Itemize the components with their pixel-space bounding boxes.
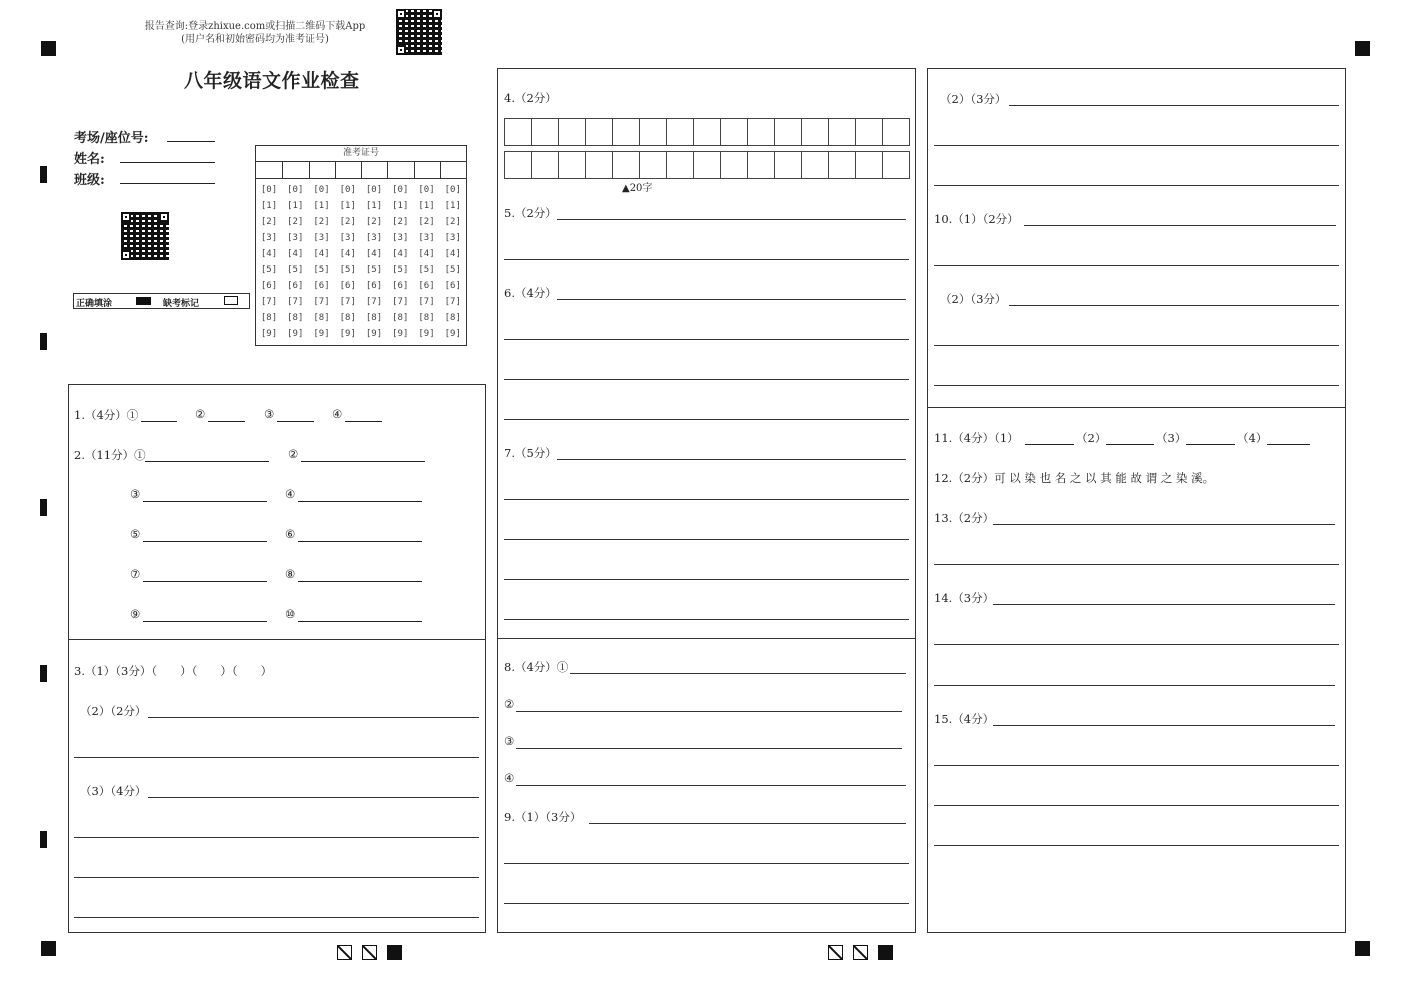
q4-word-count: ▲20字 bbox=[622, 183, 653, 194]
exam-id-bubble[interactable]: [3] bbox=[444, 233, 461, 243]
q4-grid-cell[interactable] bbox=[855, 118, 883, 146]
exam-id-bubble[interactable]: [9] bbox=[418, 329, 435, 339]
q1-answer-4[interactable] bbox=[345, 421, 382, 422]
exam-id-bubble[interactable]: [6] bbox=[339, 281, 356, 291]
answer-line[interactable] bbox=[557, 459, 906, 460]
exam-id-bubble[interactable]: [1] bbox=[365, 201, 383, 211]
exam-id-bubble[interactable]: [7] bbox=[444, 297, 461, 307]
q4-grid-cell[interactable] bbox=[801, 151, 829, 179]
class-label: 班级: bbox=[74, 173, 105, 188]
answer-line[interactable] bbox=[1024, 225, 1336, 226]
side-mark bbox=[40, 831, 47, 848]
exam-id-bubble[interactable]: [5] bbox=[260, 265, 278, 275]
q11-answer-2[interactable] bbox=[1106, 444, 1154, 445]
answer-line[interactable] bbox=[934, 805, 1339, 806]
q4-grid-cell[interactable] bbox=[585, 151, 613, 179]
corner-mark-bottom-right bbox=[1355, 941, 1370, 956]
q4-grid-cell[interactable] bbox=[504, 118, 532, 146]
exam-id-bubble[interactable]: [3] bbox=[339, 233, 356, 243]
answer-line[interactable] bbox=[557, 219, 906, 220]
exam-id-bubble[interactable]: [9] bbox=[365, 329, 383, 339]
exam-id-bubble[interactable]: [7] bbox=[392, 297, 409, 307]
q3-3-label: （3）（4分） bbox=[80, 784, 147, 798]
q4-grid-cell[interactable] bbox=[639, 151, 667, 179]
q9-1-label: 9.（1）（3分） bbox=[504, 810, 582, 824]
q2-answer-8[interactable] bbox=[298, 581, 422, 582]
q1-label-3: ③ bbox=[264, 407, 275, 421]
answer-line[interactable] bbox=[504, 619, 909, 620]
corner-mark-top-left bbox=[41, 41, 56, 56]
exam-id-bubble[interactable]: [1] bbox=[287, 201, 304, 211]
q4-grid-cell[interactable] bbox=[747, 118, 775, 146]
q2-answer-4[interactable] bbox=[298, 501, 422, 502]
seat-field[interactable] bbox=[167, 141, 215, 142]
page-title: 八年级语文作业检查 bbox=[184, 70, 360, 92]
exam-id-bubble[interactable]: [5] bbox=[287, 265, 304, 275]
q4-grid-cell[interactable] bbox=[666, 118, 694, 146]
exam-id-bubble[interactable]: [6] bbox=[260, 281, 278, 291]
side-mark bbox=[40, 499, 47, 516]
report-note-line2: (用户名和初始密码均为准考证号) bbox=[181, 34, 329, 45]
exam-id-bubble[interactable]: [1] bbox=[339, 201, 356, 211]
q4-grid-cell[interactable] bbox=[666, 151, 694, 179]
exam-id-bubble[interactable]: [8] bbox=[287, 313, 304, 323]
exam-id-bubble[interactable]: [8] bbox=[260, 313, 278, 323]
exam-id-bubble[interactable]: [5] bbox=[392, 265, 409, 275]
q3-2-label: （2）（2分） bbox=[80, 704, 147, 718]
q4-grid-cell[interactable] bbox=[882, 151, 910, 179]
exam-id-bubble[interactable]: [8] bbox=[339, 313, 356, 323]
exam-id-bubble[interactable]: [9] bbox=[287, 329, 304, 339]
answer-line[interactable] bbox=[504, 539, 909, 540]
exam-id-bubble[interactable]: [2] bbox=[392, 217, 409, 227]
exam-id-bubble[interactable]: [5] bbox=[418, 265, 435, 275]
exam-id-bubble[interactable]: [6] bbox=[392, 281, 409, 291]
exam-id-column-divider bbox=[414, 161, 415, 178]
page-marker-slash bbox=[362, 945, 377, 960]
q2-item-label: ⑨ bbox=[130, 607, 141, 621]
q4-grid-cell[interactable] bbox=[828, 118, 856, 146]
exam-id-bubble[interactable]: [6] bbox=[313, 281, 330, 291]
q4-grid-cell[interactable] bbox=[612, 151, 640, 179]
q4-grid-cell[interactable] bbox=[828, 151, 856, 179]
report-note-line1: 报告查询:登录zhixue.com或扫描二维码下载App bbox=[144, 21, 366, 32]
q11-answer-1[interactable] bbox=[1025, 444, 1074, 445]
exam-id-bubble[interactable]: [0] bbox=[365, 185, 383, 195]
corner-mark-top-right bbox=[1355, 41, 1370, 56]
q10-1-label: 10.（1）（2分） bbox=[934, 212, 1019, 226]
answer-line[interactable] bbox=[993, 604, 1335, 605]
exam-id-title: 准考证号 bbox=[256, 146, 466, 162]
answer-line[interactable] bbox=[934, 385, 1339, 386]
answer-line[interactable] bbox=[934, 765, 1339, 766]
answer-line[interactable] bbox=[74, 917, 479, 918]
q5-label: 5.（2分） bbox=[504, 206, 557, 220]
exam-id-bubble[interactable]: [4] bbox=[287, 249, 304, 259]
q4-grid-cell[interactable] bbox=[774, 118, 802, 146]
q4-grid-cell[interactable] bbox=[693, 151, 721, 179]
exam-id-bubble[interactable]: [0] bbox=[339, 185, 356, 195]
q6-label: 6.（4分） bbox=[504, 286, 557, 300]
exam-id-bubble[interactable]: [3] bbox=[365, 233, 383, 243]
q2-answer-3[interactable] bbox=[143, 501, 267, 502]
answer-line[interactable] bbox=[504, 579, 909, 580]
q2-item-label: ⑧ bbox=[285, 567, 296, 581]
q12-answer-text: 12.（2分）可 以 染 也 名 之 以 其 能 故 谓 之 染 溪。 bbox=[934, 471, 1215, 485]
q2-answer-7[interactable] bbox=[143, 581, 267, 582]
answer-line[interactable] bbox=[148, 797, 479, 798]
exam-id-bubble[interactable]: [8] bbox=[313, 313, 330, 323]
q11-answer-3[interactable] bbox=[1186, 444, 1235, 445]
exam-id-column-divider bbox=[282, 161, 283, 178]
q1-answer-3[interactable] bbox=[277, 421, 314, 422]
exam-id-bubble[interactable]: [3] bbox=[287, 233, 304, 243]
exam-id-bubble[interactable]: [6] bbox=[444, 281, 461, 291]
q8-label: 8.（4分）① bbox=[504, 660, 569, 674]
exam-id-bubble[interactable]: [5] bbox=[365, 265, 383, 275]
answer-line[interactable] bbox=[504, 903, 909, 904]
answer-line[interactable] bbox=[504, 419, 909, 420]
exam-id-bubble[interactable]: [5] bbox=[339, 265, 356, 275]
student-qr-code bbox=[121, 212, 169, 260]
app-qr-code bbox=[396, 9, 442, 55]
q4-grid-cell[interactable] bbox=[693, 118, 721, 146]
q4-grid-cell[interactable] bbox=[720, 151, 748, 179]
exam-id-bubble[interactable]: [5] bbox=[444, 265, 461, 275]
q1-label-4: ④ bbox=[332, 407, 343, 421]
answer-line[interactable] bbox=[516, 785, 906, 786]
q1-answer-1[interactable] bbox=[141, 421, 177, 422]
answer-line[interactable] bbox=[993, 725, 1335, 726]
page-marker-slash bbox=[828, 945, 843, 960]
exam-id-bubble[interactable]: [4] bbox=[339, 249, 356, 259]
exam-id-bubble[interactable]: [4] bbox=[392, 249, 409, 259]
exam-id-bubble[interactable]: [1] bbox=[260, 201, 278, 211]
exam-id-column-divider bbox=[440, 161, 441, 178]
exam-id-bubble[interactable]: [4] bbox=[365, 249, 383, 259]
exam-id-bubble[interactable]: [4] bbox=[444, 249, 461, 259]
q2-item-label: ④ bbox=[285, 487, 296, 501]
exam-id-bubble[interactable]: [7] bbox=[418, 297, 435, 307]
exam-id-bubble[interactable]: [9] bbox=[392, 329, 409, 339]
exam-id-bubble[interactable]: [2] bbox=[365, 217, 383, 227]
q4-grid-cell[interactable] bbox=[774, 151, 802, 179]
q8-2-label: ② bbox=[504, 697, 515, 711]
exam-id-bubble[interactable]: [1] bbox=[313, 201, 330, 211]
answer-line[interactable] bbox=[934, 265, 1339, 266]
q7-label: 7.（5分） bbox=[504, 446, 557, 460]
q8-3-label: ③ bbox=[504, 734, 515, 748]
exam-id-bubble[interactable]: [3] bbox=[392, 233, 409, 243]
exam-id-bubble[interactable]: [2] bbox=[444, 217, 461, 227]
q14-label: 14.（3分） bbox=[934, 591, 995, 605]
exam-id-bubble[interactable]: [2] bbox=[313, 217, 330, 227]
exam-id-bubble[interactable]: [8] bbox=[418, 313, 435, 323]
exam-id-bubble[interactable]: [7] bbox=[260, 297, 278, 307]
exam-id-bubble[interactable]: [0] bbox=[287, 185, 304, 195]
exam-id-column-divider bbox=[361, 161, 362, 178]
answer-line[interactable] bbox=[1009, 305, 1339, 306]
q4-grid-cell[interactable] bbox=[558, 118, 586, 146]
q3-1-label: 3.（1）（3分）（ ）（ ）（ ） bbox=[74, 664, 273, 678]
q11-label-2: （2） bbox=[1076, 431, 1107, 445]
answer-line[interactable] bbox=[570, 673, 906, 674]
q4-grid-cell[interactable] bbox=[882, 118, 910, 146]
answer-line[interactable] bbox=[934, 185, 1339, 186]
q4-grid-cell[interactable] bbox=[612, 118, 640, 146]
exam-id-bubble[interactable]: [8] bbox=[444, 313, 461, 323]
exam-id-bubble[interactable]: [6] bbox=[287, 281, 304, 291]
exam-id-column-divider bbox=[387, 161, 388, 178]
q2-item-label: ③ bbox=[130, 487, 141, 501]
q4-grid-cell[interactable] bbox=[531, 118, 559, 146]
exam-id-column-divider bbox=[335, 161, 336, 178]
answer-line[interactable] bbox=[557, 299, 906, 300]
exam-id-bubble[interactable]: [4] bbox=[418, 249, 435, 259]
exam-id-bubble[interactable]: [3] bbox=[313, 233, 330, 243]
exam-id-bubble[interactable]: [9] bbox=[260, 329, 278, 339]
absent-checkbox[interactable] bbox=[224, 296, 238, 305]
exam-id-grid bbox=[255, 145, 467, 346]
answer-line[interactable] bbox=[504, 379, 909, 380]
page-marker-slash bbox=[853, 945, 868, 960]
q4-grid-cell[interactable] bbox=[801, 118, 829, 146]
q2-item-label: ⑥ bbox=[285, 527, 296, 541]
exam-id-bubble[interactable]: [5] bbox=[313, 265, 330, 275]
answer-line[interactable] bbox=[504, 339, 909, 340]
answer-line[interactable] bbox=[74, 837, 479, 838]
q11-label-3: （3） bbox=[1156, 431, 1187, 445]
q1-label: 1.（4分）① bbox=[74, 408, 139, 422]
q2-answer-10[interactable] bbox=[298, 621, 422, 622]
q4-grid-cell[interactable] bbox=[720, 118, 748, 146]
exam-id-bubble[interactable]: [7] bbox=[313, 297, 330, 307]
exam-id-bubble[interactable]: [8] bbox=[365, 313, 383, 323]
answer-line[interactable] bbox=[504, 863, 909, 864]
exam-id-bubble[interactable]: [0] bbox=[260, 185, 278, 195]
q2-answer-1[interactable] bbox=[145, 461, 269, 462]
corner-mark-bottom-left bbox=[41, 941, 56, 956]
q9-2-label: （2）（3分） bbox=[940, 92, 1007, 106]
side-mark bbox=[40, 166, 47, 183]
side-mark bbox=[40, 665, 47, 682]
exam-id-bubble[interactable]: [8] bbox=[392, 313, 409, 323]
page-marker-filled bbox=[387, 945, 402, 960]
answer-line[interactable] bbox=[504, 499, 909, 500]
legend-absent-label: 缺考标记 bbox=[163, 299, 200, 309]
q13-label: 13.（2分） bbox=[934, 511, 995, 525]
answer-line[interactable] bbox=[934, 345, 1339, 346]
answer-line[interactable] bbox=[934, 644, 1339, 645]
exam-id-bubble[interactable]: [2] bbox=[260, 217, 278, 227]
exam-id-bubble[interactable]: [9] bbox=[313, 329, 330, 339]
exam-id-bubble[interactable]: [4] bbox=[260, 249, 278, 259]
exam-id-bubble[interactable]: [2] bbox=[339, 217, 356, 227]
exam-id-bubble[interactable]: [9] bbox=[444, 329, 461, 339]
name-field[interactable] bbox=[120, 162, 215, 163]
exam-id-bubble[interactable]: [3] bbox=[418, 233, 435, 243]
q11-answer-4[interactable] bbox=[1267, 444, 1310, 445]
q1-label-2: ② bbox=[195, 407, 206, 421]
q4-grid-cell[interactable] bbox=[504, 151, 532, 179]
answer-line[interactable] bbox=[1009, 105, 1339, 106]
answer-line[interactable] bbox=[74, 877, 479, 878]
answer-line[interactable] bbox=[516, 711, 902, 712]
q4-grid-cell[interactable] bbox=[639, 118, 667, 146]
exam-id-bubble[interactable]: [0] bbox=[313, 185, 330, 195]
panel-q9-q10 bbox=[927, 68, 1346, 408]
answer-line[interactable] bbox=[589, 823, 906, 824]
exam-id-bubble[interactable]: [6] bbox=[365, 281, 383, 291]
q4-grid-cell[interactable] bbox=[855, 151, 883, 179]
exam-id-bubble[interactable]: [2] bbox=[287, 217, 304, 227]
exam-id-bubble[interactable]: [7] bbox=[339, 297, 356, 307]
side-mark bbox=[40, 333, 47, 350]
answer-line[interactable] bbox=[934, 685, 1335, 686]
q4-grid-cell[interactable] bbox=[747, 151, 775, 179]
page-marker-slash bbox=[337, 945, 352, 960]
page-marker-filled bbox=[878, 945, 893, 960]
answer-line[interactable] bbox=[934, 145, 1339, 146]
q2-answer-9[interactable] bbox=[143, 621, 267, 622]
exam-id-bubble[interactable]: [7] bbox=[287, 297, 304, 307]
name-label: 姓名: bbox=[74, 152, 105, 167]
class-field[interactable] bbox=[120, 183, 215, 184]
exam-id-bubble[interactable]: [1] bbox=[418, 201, 435, 211]
q2-answer-6[interactable] bbox=[298, 541, 422, 542]
legend-correct-mark bbox=[136, 297, 151, 305]
exam-id-bubble[interactable]: [1] bbox=[392, 201, 409, 211]
q2-answer-2[interactable] bbox=[301, 461, 425, 462]
answer-line[interactable] bbox=[74, 757, 479, 758]
q11-label: 11.（4分）（1） bbox=[934, 431, 1019, 445]
answer-line[interactable] bbox=[516, 748, 902, 749]
q11-label-4: （4） bbox=[1237, 431, 1268, 445]
q2-label: 2.（11分）① bbox=[74, 448, 146, 462]
exam-id-bubble[interactable]: [2] bbox=[418, 217, 435, 227]
fill-legend bbox=[73, 293, 250, 309]
exam-id-bubble[interactable]: [4] bbox=[313, 249, 330, 259]
answer-line[interactable] bbox=[148, 717, 479, 718]
q2-answer-5[interactable] bbox=[143, 541, 267, 542]
exam-id-column-divider bbox=[309, 161, 310, 178]
exam-id-bubble[interactable]: [9] bbox=[339, 329, 356, 339]
exam-id-bubble[interactable]: [0] bbox=[418, 185, 435, 195]
q4-grid-cell[interactable] bbox=[585, 118, 613, 146]
exam-id-bubble[interactable]: [3] bbox=[260, 233, 278, 243]
exam-id-bubble[interactable]: [6] bbox=[418, 281, 435, 291]
exam-id-bubble[interactable]: [7] bbox=[365, 297, 383, 307]
legend-correct-label: 正确填涂 bbox=[76, 299, 113, 309]
q2-item-label: ⑩ bbox=[285, 607, 296, 621]
q15-label: 15.（4分） bbox=[934, 712, 995, 726]
q2-item-label: ⑦ bbox=[130, 567, 141, 581]
q2-item-label: ② bbox=[288, 447, 299, 461]
q4-grid-cell[interactable] bbox=[531, 151, 559, 179]
q4-label: 4.（2分） bbox=[504, 91, 557, 105]
exam-id-bubble[interactable]: [0] bbox=[392, 185, 409, 195]
exam-id-bubble[interactable]: [1] bbox=[444, 201, 461, 211]
q10-2-label: （2）（3分） bbox=[940, 292, 1007, 306]
q8-4-label: ④ bbox=[504, 771, 515, 785]
answer-line[interactable] bbox=[504, 259, 909, 260]
q4-grid-cell[interactable] bbox=[558, 151, 586, 179]
report-note bbox=[130, 20, 380, 46]
answer-line[interactable] bbox=[934, 564, 1339, 565]
seat-label: 考场/座位号: bbox=[74, 131, 149, 146]
answer-line[interactable] bbox=[934, 845, 1339, 846]
q1-answer-2[interactable] bbox=[208, 421, 245, 422]
answer-line[interactable] bbox=[993, 524, 1335, 525]
q2-item-label: ⑤ bbox=[130, 527, 141, 541]
exam-id-bubble[interactable]: [0] bbox=[444, 185, 461, 195]
